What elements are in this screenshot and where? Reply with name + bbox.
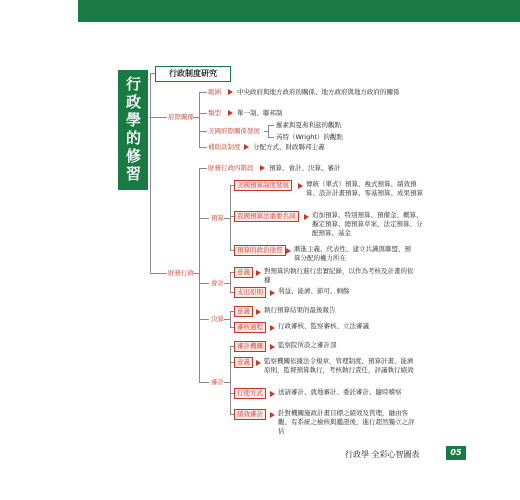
connector	[199, 283, 209, 284]
connector	[199, 168, 200, 382]
item-text: 利益、能濟、節可、剩餘	[278, 287, 350, 295]
key-box: 我國預算法重要名詞	[234, 211, 299, 222]
arrow-icon	[244, 144, 249, 150]
item-text: 對預算的執行進行忠實紀錄，以作為考核及計畫的依據	[264, 267, 414, 284]
connector	[224, 319, 230, 320]
key-box: 支出原則	[234, 287, 266, 298]
group-label-intergov: 府際關係	[168, 113, 194, 121]
connector	[150, 73, 155, 74]
arrow-icon	[256, 270, 261, 276]
sub-label-accounting: 會計	[211, 279, 224, 287]
connector	[199, 131, 207, 132]
arrow-icon	[256, 309, 261, 315]
connector	[268, 125, 269, 137]
arrow-icon	[270, 391, 275, 397]
sub-label-final: 決算	[211, 315, 224, 323]
page-title: 行政學的修習範圍	[118, 70, 148, 190]
item-text: 羅素與夏弗利茲的觀點	[276, 121, 341, 129]
connector	[199, 92, 207, 93]
item-text: 執行預算結果的最後報告	[264, 306, 336, 314]
connector	[150, 117, 167, 118]
arrow-icon	[228, 110, 233, 116]
connector	[224, 283, 230, 284]
connector	[150, 273, 167, 274]
item-text: 追加預算、特別預算、預備金、概算、擬定預算、總預算草案、法定預算、分配預算、基金	[312, 211, 423, 237]
arrow-icon	[286, 248, 291, 254]
connector	[150, 73, 151, 273]
connector	[199, 319, 209, 320]
key-box: 審核過程	[234, 322, 266, 333]
key-box: 意義	[234, 267, 253, 278]
item-text: 分配方式、財政聯邦主義	[253, 143, 325, 151]
arrow-icon	[256, 360, 261, 366]
item-text: 傳統（單式）預算、複式預算、績效預算、設計計畫預算、零基預算、成果預算	[306, 180, 423, 197]
arrow-icon	[270, 325, 275, 331]
connector	[199, 218, 209, 219]
connector	[199, 382, 209, 383]
footer-text: 行政學 全彩心智圖表	[345, 450, 420, 459]
item-text: 行政審核、監察審核、立法審議	[278, 322, 369, 330]
item-text: 針對機關施政計畫目標之績效及管理，融由客觀、有系統之檢核與鑑證後，進行超然獨立之評估	[278, 409, 415, 435]
connector	[230, 346, 231, 414]
item-key: 財務行政四階段	[208, 164, 254, 172]
sub-label-budget: 預算	[211, 214, 224, 222]
item-key: 範圍	[208, 88, 221, 96]
connector	[230, 185, 231, 250]
item-key: 美國府際關係發展	[208, 127, 260, 135]
connector	[224, 218, 230, 219]
key-box: 審計機關	[234, 341, 266, 352]
arrow-icon	[228, 89, 233, 95]
item-text: 送請審計、就地審計、委託審計、隨時稽察	[278, 388, 402, 396]
arrow-icon	[298, 183, 303, 189]
connector	[193, 273, 199, 274]
connector	[199, 92, 200, 147]
top-banner	[78, 0, 520, 22]
arrow-icon	[270, 344, 275, 350]
item-text: 預算、會計、決算、審計	[269, 164, 341, 172]
arrow-icon	[260, 165, 265, 171]
root-node: 行政制度研究	[155, 66, 231, 82]
connector	[193, 117, 199, 118]
connector	[230, 272, 231, 292]
item-key: 類型	[208, 109, 221, 117]
item-text: 監察院所設之審計部	[278, 341, 337, 349]
item-key: 補助款制度	[208, 143, 241, 151]
connector	[268, 137, 274, 138]
key-box: 預算的政治途徑	[234, 245, 286, 256]
connector	[230, 311, 231, 327]
item-text: 監察機關依據法令規章，管理制度、預算計畫、能濟原則，監督預算執行，考核執行責任，評議執行績效	[264, 357, 414, 374]
item-text: 中央政府與地方政府的關係、地方政府與地方政府的關係	[237, 88, 400, 96]
key-box: 意義	[234, 357, 253, 368]
key-box: 意義	[234, 306, 253, 317]
connector	[264, 131, 268, 132]
arrow-icon	[270, 412, 275, 418]
sub-label-audit: 審計	[211, 378, 224, 386]
item-text: 芮特（Wright）的觀點	[276, 133, 343, 141]
page-number: 05	[446, 446, 466, 460]
item-text: 漸進主義、代表性、建立共識與聯盟、預算分配的權力所在	[294, 245, 411, 262]
group-label-finance: 財務行政	[168, 269, 194, 277]
key-box: 行使方式	[234, 388, 266, 399]
connector	[224, 382, 230, 383]
key-box: 美國預算制度發展	[234, 180, 292, 191]
connector	[199, 113, 207, 114]
connector	[268, 125, 274, 126]
key-box: 績效審計	[234, 409, 266, 420]
connector	[199, 147, 207, 148]
arrow-icon	[270, 290, 275, 296]
connector	[199, 168, 207, 169]
arrow-icon	[304, 214, 309, 220]
item-text: 單一制、聯邦制	[237, 109, 283, 117]
